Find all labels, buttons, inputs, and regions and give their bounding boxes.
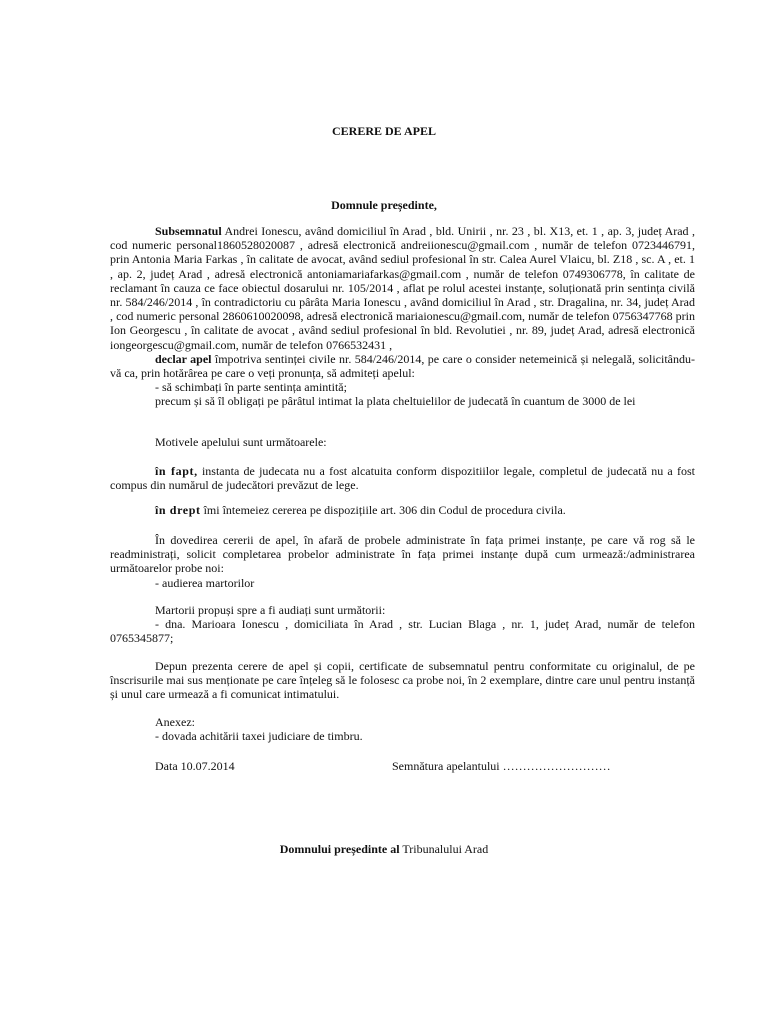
law-text: îmi întemeiez cererea pe dispozițiile art. 306 din Codul de procedura civila. — [200, 503, 566, 517]
declar-paragraph — [110, 352, 695, 380]
intro-bold: Subsemnatul — [155, 224, 222, 238]
intro-paragraph — [110, 224, 695, 409]
document-date: Data 10.07.2014 — [155, 759, 235, 773]
annex-section — [155, 715, 695, 743]
declar-text: împotriva sentinței civile nr. 584/246/2014, pe care o consider netemeinică și nelegală, solicitându-vă ca, prin hotărârea pe care o veți pronunța, să admiteți apelul: — [110, 351, 695, 381]
request-item-2: precum și să îl obligați pe pârâtul intimat la plata cheltuielilor de judecată în cuantum de 3000 de lei — [155, 394, 636, 409]
witnesses-section — [110, 603, 695, 646]
witness-item-1: - dna. Marioara Ionescu , domiciliata în Arad , str. Lucian Blaga , nr. 1, județ Arad, număr de telefon 0765345877; — [110, 617, 695, 646]
addressee-line — [0, 842, 768, 856]
witnesses-heading: Martorii propuși spre a fi audiați sunt următorii: — [155, 603, 386, 617]
addressee-text: Tribunalului Arad — [399, 842, 489, 856]
salutation: Domnule președinte, — [331, 198, 437, 212]
addressee-bold: Domnului președinte al — [279, 842, 400, 856]
annex-item: - dovada achitării taxei judiciare de timbru. — [155, 729, 363, 744]
annex-heading: Anexez: — [155, 715, 195, 729]
copies-paragraph — [110, 659, 695, 702]
fact-bold: în fapt, — [155, 464, 198, 478]
law-paragraph — [110, 503, 695, 517]
declar-bold: declar apel — [155, 351, 212, 366]
fact-text: instanta de judecata nu a fost alcatuita conform dispozitiilor legale, completul de judecată nu a fost compus din numărul de judecători prevăzut de lege. — [110, 464, 695, 493]
evidence-text: În dovedirea cererii de apel, în afară de probele administrate în fața primei instanțe, pe care vă rog să le readministrați, solicit completarea probelor administrate în fața primei instanțe după cum urmează:/administrarea următoarelor probe noi: — [110, 533, 695, 576]
fact-paragraph — [110, 464, 695, 492]
law-bold: în drept — [155, 503, 201, 517]
motives-heading: Motivele apelului sunt următoarele: — [155, 435, 327, 449]
signature-line: Semnătura apelantului ……………………… — [392, 759, 611, 773]
evidence-paragraph — [110, 533, 695, 590]
document-title: CERERE DE APEL — [331, 124, 437, 138]
evidence-item: - audierea martorilor — [155, 575, 255, 590]
copies-text: Depun prezenta cerere de apel și copii, certificate de subsemnatul pentru conformitate cu originalul, de pe înscrisurile mai sus menționate pe care înțeleg să le folosesc ca probe noi, în 2 exemplare, dintre care unul pentru instanță și unul care urmează a fi comunicat intimatului. — [110, 659, 695, 702]
intro-text: Andrei Ionescu, având domiciliul în Arad , bld. Unirii , nr. 23 , bl. X13, et. 1 , ap. 3, județ Arad , cod numeric personal1860528020087 , adresă electronică andreiionescu@gmail.com , număr de telefon 0723446791, prin Antonia Maria Farkas , în calitate de avocat, având sediul profesional în str. Calea Aurel Vlaicu, bl. Z18 , sc. A , et. 1 , ap. 2, județ Arad , adresă electronică antoniamariafarkas@gmail.com , număr de telefon 0749306778, în calitate de reclamant în cauza ce face obiectul dosarului nr. 105/2014 , aflat pe rolul acestei instanțe, soluționată prin sentința civilă nr. 584/246/2014 , în contradictoriu cu pârâta Maria Ionescu , având domiciliul în Arad , str. Dragalina, nr. 34, județ Arad , cod numeric personal 2860610020098, adresă electronică mariaionescu@gmail.com, număr de telefon 0756347768 prin Ion Georgescu , în calitate de avocat , având sediul profesional în bld. Revolutiei , nr. 89, județ Arad, adresă electronică iongeorgescu@gmail.com, număr de telefon 0766532431 , — [110, 224, 695, 352]
request-item-1: - să schimbați în parte sentința amintită; — [155, 380, 347, 395]
